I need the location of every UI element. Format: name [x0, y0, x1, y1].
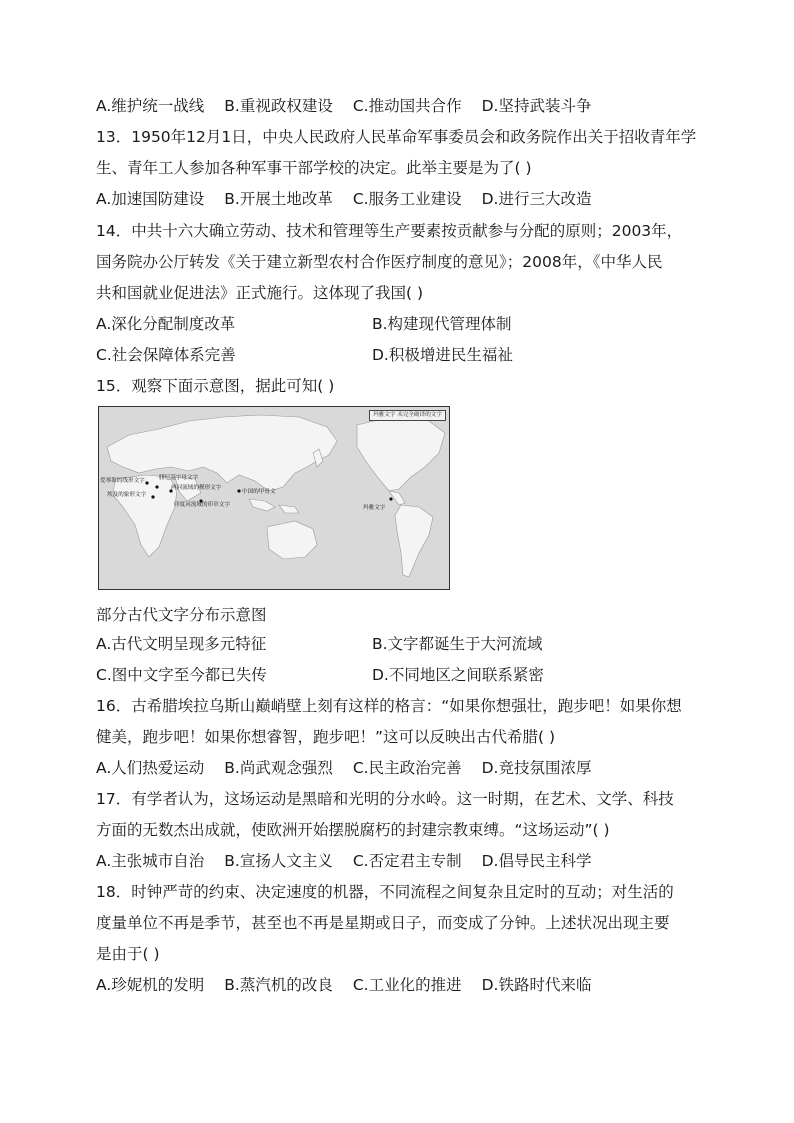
q15-option-a[interactable]: A.古代文明呈现多元特征: [96, 635, 267, 653]
q12-option-c[interactable]: C.推动国共合作: [352, 97, 462, 115]
q18-option-a[interactable]: A.珍妮机的发明: [96, 976, 205, 994]
q14-stem-line-1: 14．中共十六大确立劳动、技术和管理等生产要素按贡献参与分配的原则；2003年，: [96, 222, 683, 240]
q17-stem-line-1: 17．有学者认为，这场运动是黑暗和光明的分水岭。这一时期，在艺术、文学、科技: [96, 790, 674, 808]
q18-option-c[interactable]: C.工业化的推进: [352, 976, 462, 994]
q17-option-c[interactable]: C.否定君主专制: [352, 852, 462, 870]
q16-option-c[interactable]: C.民主政治完善: [352, 759, 462, 777]
q14-option-a[interactable]: A.深化分配制度改革: [96, 315, 236, 333]
world-map-graphic: [99, 407, 448, 588]
q12-option-b[interactable]: B.重视政权建设: [224, 97, 333, 115]
q15-option-b[interactable]: B.文字都诞生于大河流域: [372, 635, 543, 653]
q17-option-a[interactable]: A.主张城市自治: [96, 852, 205, 870]
label-china-script: 中国的甲骨文: [242, 489, 276, 495]
q16-option-d[interactable]: D.竞技氛围浓厚: [481, 759, 592, 777]
q18-option-d[interactable]: D.铁路时代来临: [481, 976, 592, 994]
q15-options-row-1: [96, 634, 696, 654]
north-america-landmass: [357, 417, 445, 491]
marker-aegean: [145, 481, 148, 484]
q14-options-row-2: [96, 345, 696, 365]
q13-option-a[interactable]: A.加速国防建设: [96, 190, 205, 208]
label-phoenician-script: 腓尼基字母文字: [159, 475, 199, 481]
q14-option-d[interactable]: D.积极增进民生福祉: [372, 346, 513, 364]
q13-option-b[interactable]: B.开展土地改革: [224, 190, 333, 208]
label-maya-script: 玛雅文字: [363, 505, 386, 511]
ancient-scripts-world-map: [98, 406, 450, 590]
label-indus-script: 印度河流域的印章文字: [174, 502, 230, 508]
southeast-asia-islands: [249, 499, 299, 513]
label-mesopotamia-script: 两河流域的楔形文字: [171, 485, 222, 491]
q18-options: [96, 975, 611, 995]
q14-stem-line-3: 共和国就业促进法》正式施行。这体现了我国( ): [96, 284, 424, 302]
q17-option-b[interactable]: B.宣扬人文主义: [224, 852, 333, 870]
q16-option-b[interactable]: B.尚武观念强烈: [224, 759, 333, 777]
marker-maya: [389, 497, 392, 500]
q18-stem-line-1: 18．时钟严苛的约束、决定速度的机器，不同流程之间复杂且定时的互动；对生活的: [96, 883, 674, 901]
q18-stem-line-2: 度量单位不再是季节，甚至也不再是星期或日子，而变成了分钟。上述状况出现主要: [96, 914, 670, 932]
q17-option-d[interactable]: D.倡导民主科学: [481, 852, 592, 870]
q14-option-b[interactable]: B.构建现代管理体制: [372, 315, 512, 333]
q15-option-c[interactable]: C.图中文字至今都已失传: [96, 666, 267, 684]
label-egypt-script: 埃及的象形文字: [107, 492, 147, 498]
q14-options-row-1: [96, 314, 696, 334]
q13-stem-line-1: 13．1950年12月1日，中央人民政府人民革命军事委员会和政务院作出关于招收青年学: [96, 128, 697, 146]
q12-option-a[interactable]: A.维护统一战线: [96, 97, 205, 115]
q16-stem-line-2: 健美，跑步吧！如果你想睿智，跑步吧！”这可以反映出古代希腊( ): [96, 728, 556, 746]
q12-option-d[interactable]: D.坚持武装斗争: [481, 97, 592, 115]
q15-options-row-2: [96, 665, 696, 685]
q13-option-c[interactable]: C.服务工业建设: [352, 190, 462, 208]
q13-option-d[interactable]: D.进行三大改造: [481, 190, 592, 208]
q15-option-d[interactable]: D.不同地区之间联系紧密: [372, 666, 544, 684]
marker-phoenician: [155, 485, 158, 488]
marker-egypt: [151, 495, 154, 498]
label-aegean-script: 爱琴海的线形文字: [100, 478, 145, 484]
q13-options: [96, 189, 611, 209]
map-caption: 部分古代文字分布示意图: [96, 606, 267, 624]
q18-stem-line-3: 是由于( ): [96, 945, 160, 963]
q18-option-b[interactable]: B.蒸汽机的改良: [224, 976, 333, 994]
q15-stem: 15．观察下面示意图，据此可知( ): [96, 377, 335, 395]
q17-stem-line-2: 方面的无数杰出成就，使欧洲开始摆脱腐朽的封建宗教束缚。“这场运动”( ): [96, 821, 610, 839]
q12-options: [96, 96, 611, 116]
q17-options: [96, 851, 611, 871]
marker-china: [237, 489, 240, 492]
africa-landmass: [113, 475, 177, 557]
map-legend: 玛雅文字 未完全破译的文字: [369, 410, 446, 421]
q14-stem-line-2: 国务院办公厅转发《关于建立新型农村合作医疗制度的意见》；2008年，《中华人民: [96, 253, 663, 271]
australia-landmass: [267, 521, 317, 559]
q16-option-a[interactable]: A.人们热爱运动: [96, 759, 205, 777]
q14-option-c[interactable]: C.社会保障体系完善: [96, 346, 236, 364]
south-america-landmass: [395, 505, 433, 577]
q13-stem-line-2: 生、青年工人参加各种军事干部学校的决定。此举主要是为了( ): [96, 159, 532, 177]
q16-stem-line-1: 16．古希腊埃拉乌斯山巅峭壁上刻有这样的格言：“如果你想强壮，跑步吧！如果你想: [96, 697, 682, 715]
q16-options: [96, 758, 611, 778]
